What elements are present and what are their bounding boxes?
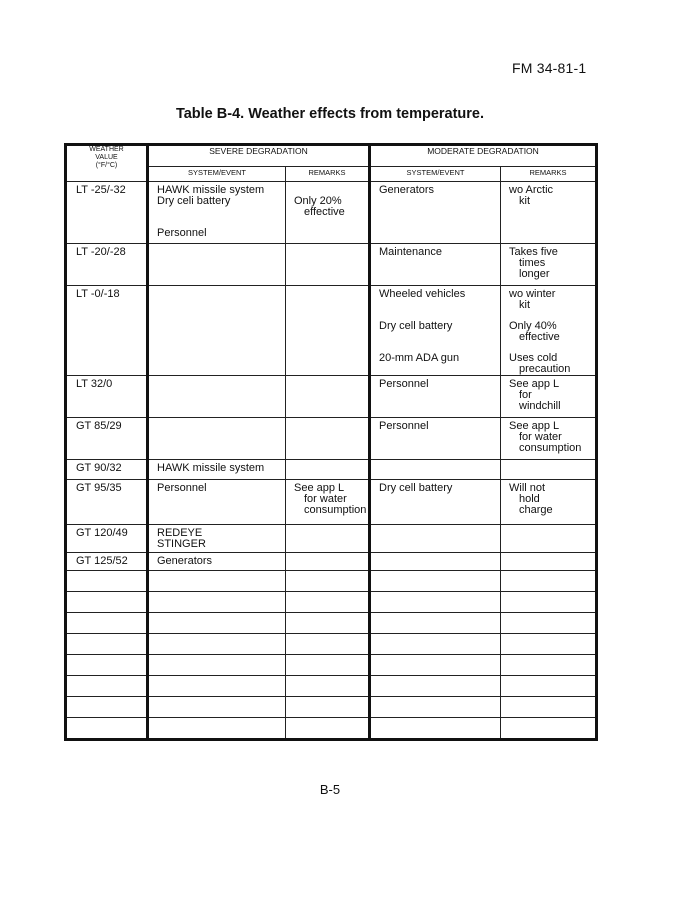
blank-cell — [370, 675, 501, 696]
table-row — [66, 524, 597, 552]
blank-cell — [370, 633, 501, 654]
moderate-system-cell — [370, 418, 501, 460]
severe-system-line: HAWK missile system — [157, 462, 265, 475]
table-row — [66, 480, 597, 524]
table-row — [66, 244, 597, 286]
moderate-system-cell — [370, 376, 501, 418]
severe-remarks-cell — [286, 182, 370, 244]
blank-row — [66, 591, 597, 612]
severe-system-line: REDEYE — [157, 526, 203, 539]
severe-system-line: Personnel — [157, 482, 207, 495]
moderate-remarks-line: kit — [519, 195, 530, 207]
severe-remarks-cell — [286, 480, 370, 524]
blank-cell — [286, 591, 370, 612]
severe-remarks-line: Only 20% — [294, 195, 342, 207]
moderate-remarks-line: See app L — [509, 378, 560, 391]
severe-system-cell — [148, 182, 286, 244]
moderate-remarks-line: Only 40% — [509, 320, 557, 333]
blank-row — [66, 717, 597, 739]
moderate-system-cell — [370, 244, 501, 286]
severe-remarks-line: effective — [304, 206, 345, 218]
blank-cell — [66, 717, 148, 739]
severe-system-header: SYSTEM/EVENT — [148, 167, 286, 182]
blank-cell — [286, 696, 370, 717]
moderate-remarks-line: See app L — [509, 420, 560, 433]
severe-system-cell — [148, 460, 286, 480]
moderate-remarks-line: for — [519, 389, 532, 402]
moderate-system-line: 20-mm ADA gun — [379, 352, 460, 365]
blank-cell — [501, 675, 597, 696]
blank-cell — [501, 717, 597, 739]
moderate-system-cell — [370, 552, 501, 570]
blank-cell — [286, 633, 370, 654]
moderate-remarks-line: wo winter — [509, 288, 556, 301]
table-row — [66, 182, 597, 244]
blank-cell — [501, 654, 597, 675]
document-code: FM 34-81-1 — [512, 60, 587, 76]
moderate-remarks-header: REMARKS — [501, 167, 597, 182]
severe-system-line: Dry celi battery — [157, 195, 231, 207]
blank-cell — [66, 591, 148, 612]
blank-row — [66, 696, 597, 717]
moderate-remarks-cell — [501, 182, 597, 244]
severe-system-cell — [148, 480, 286, 524]
moderate-system-line: Personnel — [379, 378, 429, 391]
moderate-remarks-cell — [501, 524, 597, 552]
weather-value-cell: LT -25/-32 — [66, 182, 148, 244]
severe-system-line: Generators — [157, 554, 213, 567]
moderate-system-cell — [370, 182, 501, 244]
moderate-system-cell — [370, 286, 501, 376]
severe-system-line: HAWK missile system — [157, 184, 265, 196]
blank-cell — [148, 717, 286, 739]
moderate-remarks-line: longer — [519, 268, 550, 281]
moderate-remarks-line: Uses cold — [509, 352, 558, 365]
moderate-system-line: Generators — [379, 184, 435, 196]
weather-value-cell: GT 95/35 — [66, 480, 148, 524]
moderate-remarks-cell — [501, 418, 597, 460]
moderate-system-line: Wheeled vehicles — [379, 288, 466, 301]
blank-row — [66, 633, 597, 654]
blank-cell — [148, 612, 286, 633]
blank-cell — [370, 654, 501, 675]
weather-effects-table — [64, 143, 598, 741]
table-row — [66, 418, 597, 460]
blank-cell — [148, 654, 286, 675]
page-number: B-5 — [319, 782, 341, 797]
blank-cell — [66, 654, 148, 675]
weather-value-cell: GT 85/29 — [66, 418, 148, 460]
blank-cell — [286, 570, 370, 591]
severe-degradation-header: SEVERE DEGRADATION — [148, 145, 370, 167]
moderate-remarks-line: wo Arctic — [509, 184, 554, 196]
table-row — [66, 376, 597, 418]
severe-remarks-cell — [286, 460, 370, 480]
blank-cell — [370, 696, 501, 717]
moderate-remarks-line: kit — [519, 299, 530, 312]
severe-remarks-line: consumption — [304, 504, 367, 517]
moderate-remarks-cell — [501, 286, 597, 376]
table-title: Table B-4. Weather effects from temperature. — [175, 106, 485, 122]
severe-system-cell — [148, 244, 286, 286]
severe-remarks-cell — [286, 524, 370, 552]
blank-cell — [501, 696, 597, 717]
moderate-remarks-cell — [501, 244, 597, 286]
blank-cell — [148, 633, 286, 654]
table-row — [66, 460, 597, 480]
severe-remarks-cell — [286, 418, 370, 460]
moderate-remarks-cell — [501, 376, 597, 418]
moderate-remarks-line: effective — [519, 331, 560, 344]
severe-system-line: STINGER — [157, 537, 206, 550]
moderate-system-line: Dry cell battery — [379, 320, 453, 333]
blank-row — [66, 675, 597, 696]
blank-cell — [66, 570, 148, 591]
moderate-remarks-cell — [501, 480, 597, 524]
blank-cell — [370, 570, 501, 591]
moderate-remarks-line: consumption — [519, 442, 582, 455]
moderate-remarks-cell — [501, 552, 597, 570]
weather-value-header: WEATHER VALUE (°F/°C) — [66, 145, 148, 182]
moderate-remarks-line: hold — [519, 493, 540, 506]
weather-value-cell: GT 120/49 — [66, 524, 148, 552]
blank-cell — [286, 717, 370, 739]
moderate-system-cell — [370, 480, 501, 524]
blank-cell — [370, 591, 501, 612]
moderate-remarks-line: Takes five — [509, 246, 558, 259]
moderate-system-cell — [370, 524, 501, 552]
severe-remarks-line: for water — [304, 493, 347, 506]
blank-cell — [286, 654, 370, 675]
severe-remarks-cell — [286, 244, 370, 286]
weather-value-cell: GT 125/52 — [66, 552, 148, 570]
severe-remarks-line: See app L — [294, 482, 345, 495]
blank-row — [66, 570, 597, 591]
severe-system-line — [157, 207, 281, 218]
moderate-degradation-header: MODERATE DEGRADATION — [370, 145, 597, 167]
blank-row — [66, 654, 597, 675]
blank-cell — [66, 633, 148, 654]
severe-remarks-cell — [286, 552, 370, 570]
moderate-system-line — [379, 332, 496, 343]
weather-value-cell: LT -20/-28 — [66, 244, 148, 286]
blank-cell — [501, 591, 597, 612]
blank-cell — [148, 675, 286, 696]
table-row — [66, 286, 597, 376]
moderate-system-line: Maintenance — [379, 246, 442, 259]
blank-cell — [370, 717, 501, 739]
blank-cell — [66, 696, 148, 717]
blank-cell — [148, 696, 286, 717]
moderate-remarks-line: for water — [519, 431, 562, 444]
moderate-system-line: Dry cell battery — [379, 482, 453, 495]
blank-cell — [66, 612, 148, 633]
weather-value-cell: LT 32/0 — [66, 376, 148, 418]
blank-cell — [501, 612, 597, 633]
severe-system-cell — [148, 552, 286, 570]
severe-remarks-cell — [286, 286, 370, 376]
severe-system-cell — [148, 418, 286, 460]
weather-value-cell: GT 90/32 — [66, 460, 148, 480]
blank-cell — [286, 675, 370, 696]
blank-cell — [148, 570, 286, 591]
blank-cell — [286, 612, 370, 633]
severe-system-cell — [148, 376, 286, 418]
blank-cell — [66, 675, 148, 696]
severe-system-cell — [148, 524, 286, 552]
blank-row — [66, 612, 597, 633]
moderate-remarks-cell — [501, 460, 597, 480]
blank-cell — [148, 591, 286, 612]
severe-remarks-header: REMARKS — [286, 167, 370, 182]
blank-cell — [501, 633, 597, 654]
moderate-system-line: Personnel — [379, 420, 429, 433]
moderate-remarks-line: windchill — [519, 400, 561, 413]
moderate-system-line — [379, 300, 496, 311]
moderate-remarks-line: times — [519, 257, 546, 270]
severe-remarks-cell — [286, 376, 370, 418]
moderate-remarks-line: Will not — [509, 482, 546, 495]
moderate-remarks-line: charge — [519, 504, 553, 517]
moderate-remarks-line: precaution — [519, 363, 571, 376]
moderate-system-cell — [370, 460, 501, 480]
blank-cell — [501, 570, 597, 591]
table-row — [66, 552, 597, 570]
blank-cell — [370, 612, 501, 633]
weather-value-cell: LT -0/-18 — [66, 286, 148, 376]
moderate-system-header: SYSTEM/EVENT — [370, 167, 501, 182]
severe-system-line: Personnel — [157, 227, 207, 239]
severe-system-cell — [148, 286, 286, 376]
